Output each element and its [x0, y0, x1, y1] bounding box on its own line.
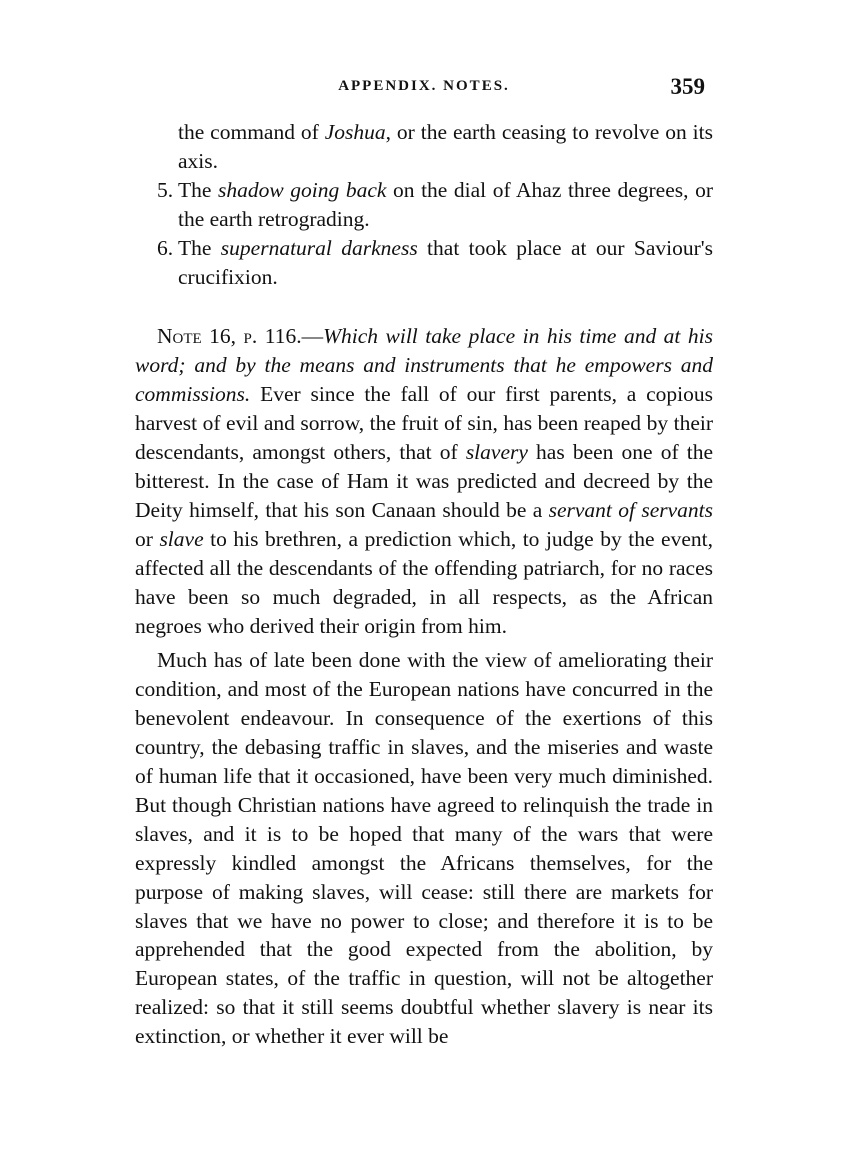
list-italic: shadow going back — [218, 177, 387, 202]
note-dash: — — [301, 324, 324, 349]
note-italic: servant of servants — [548, 497, 713, 522]
list-italic: supernatural darkness — [220, 235, 418, 260]
note-text: Ever since the fall of our first parents, a copious harvest of evil and sorrow, the fruit of sin, has been reaped by their descendants, amongst others, that of — [135, 382, 713, 465]
list-text: that took place at our Saviour's crucifixion. — [178, 235, 713, 289]
list-text: , or the earth ceasing to revolve on its axis. — [178, 120, 713, 173]
list-number: 5. — [157, 177, 174, 202]
list-item-continuation — [135, 118, 713, 176]
body-paragraph: Much has of late been done with the view of ameliorating their condition, and most of the European nations have concurred in the benevolent endeavour. In consequence of the exertions of this country, the debasing traffic in slaves, and the miseries and waste of human life that it occasioned, have been very much diminished. But though Christian nations have agreed to relinquish the trade in slaves, and it is to be hoped that many of the wars that were expressly kindled amongst the Africans themselves, for the purpose of making slaves, will cease: still there are markets for slaves that we have no power to close; and therefore it is to be apprehended that the good expected from the abolition, by European states, of the traffic in question, will not be altogether realized: so that it still seems doubtful whether slavery is near its extinction, or whether it ever will be — [135, 648, 713, 1049]
note-paragraph — [135, 322, 713, 640]
list-number: 6. — [157, 235, 174, 260]
note-italic: slavery — [465, 440, 528, 465]
note-text: has been one of the bitterest. In the case of Ham it was predicted and decreed by the Deity himself, that his son Canaan should be a — [135, 440, 713, 522]
list-text: The — [178, 177, 218, 202]
list-text: The — [178, 235, 221, 260]
running-head — [135, 74, 713, 102]
note-text: to his brethren, a prediction which, to judge by the event, affected all the descendants of the offending patriarch, for no races have been so much degraded, in all respects, as the African negroes who derived their origin from him. — [135, 526, 713, 638]
page-body — [135, 118, 713, 1051]
list-text: on the dial of Ahaz three degrees, or the earth retrograding. — [178, 177, 713, 231]
page-number: 359 — [670, 74, 705, 99]
list-item-6 — [135, 234, 713, 292]
list-italic: Joshua — [324, 120, 386, 144]
note-text: or — [135, 526, 160, 551]
list-text: the command of — [178, 120, 325, 144]
note-label: Note 16, p. 116. — [157, 324, 302, 349]
note-heading: Which will take place in his time and at his word; and by the means and instruments that he empowers and commissions. — [135, 324, 713, 407]
running-title: APPENDIX. NOTES. — [338, 78, 510, 94]
note-italic: slave — [159, 526, 204, 551]
list-item-5 — [135, 176, 713, 234]
